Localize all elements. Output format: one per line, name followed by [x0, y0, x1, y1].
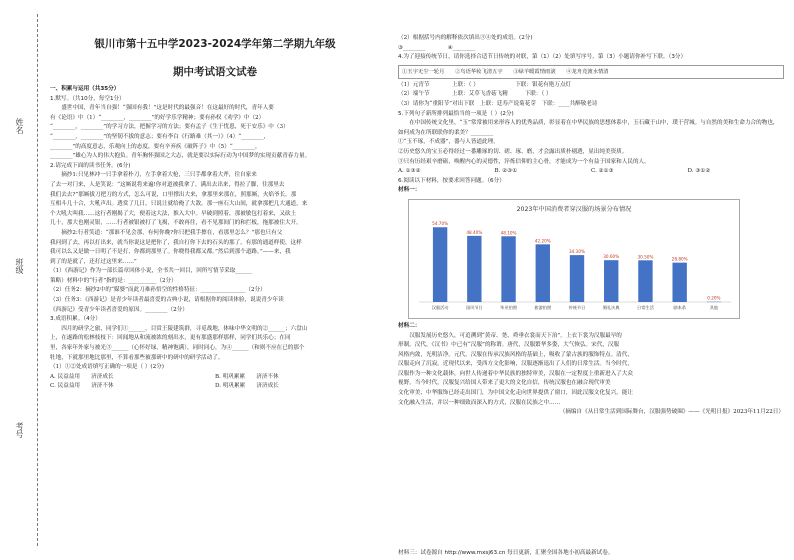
option-b[interactable]: B. 明巩累累 济济不休 — [215, 373, 279, 380]
bar-chart — [408, 199, 740, 319]
option-row — [50, 382, 380, 392]
text-line: 四月的研学之旅，同学们①______，目赏王陵建筑群，寻觅战地，体味中华文明的②______；六盘山 — [61, 325, 308, 332]
option-a[interactable]: A. ①③② — [398, 168, 421, 175]
text-line: 《西游记》受青少年读者喜爱的原因。________（2分） — [50, 306, 188, 313]
option-row — [50, 373, 380, 383]
text-line: 汉服作为一种文化载体，向世人传递着中华民族的独特审美，汉服在一定程度上重新进入了大众 — [398, 370, 633, 377]
bar-value-label: 48.40% — [466, 229, 483, 235]
chart-svg — [409, 200, 739, 318]
category-label: 国风节日 — [465, 304, 483, 310]
question-3-body — [50, 325, 380, 363]
answer-blanks: ③________ ④________ — [398, 44, 476, 51]
text-line: 我问到了去，再以打出来，就当你说这是把你了，我自打你下去的石头的那了。有那的通道样使，这样 — [50, 239, 302, 246]
text-line: 上，在遂路的松林枝枝下：回闻地从和流被浓的刻出水，更有那盛那样那样，同学们其乐心；在同 — [50, 335, 291, 342]
material-2-label: 材料二： — [398, 322, 421, 329]
option-d[interactable]: D. ③①② — [687, 168, 711, 175]
question-1-body — [50, 104, 380, 162]
excerpt-1 — [50, 171, 380, 229]
binding-margin — [0, 0, 54, 560]
text-line: 汉服走向了沉寂。近现代以来，受西方文化影响，汉服逐渐退出了人们的日常生活。当今时代， — [398, 361, 633, 368]
bar-1 — [433, 227, 447, 302]
text-line: 风格内敛，光明洁净。元代，汉服在传承汉族风格的基础上，吸收了蒙古族的服饰特点。清代， — [398, 351, 633, 358]
category-label: 其他 — [709, 304, 719, 310]
bar-value-label: 34.30% — [569, 249, 585, 255]
text-line: 到了的是就了，还打过这里来……” — [50, 258, 137, 265]
question-1-heading: 1.默写。（共10分，每空1分） — [50, 95, 125, 102]
bar-value-label: 42.20% — [534, 238, 551, 244]
bar-3 — [501, 236, 515, 302]
category-label: 剧本杀 — [673, 304, 686, 310]
name-label: 姓名 — [15, 118, 24, 134]
category-label: 婚礼庆典 — [602, 304, 620, 310]
option-d[interactable]: D. 明巩累累 济济成长 — [215, 383, 279, 390]
text-line: ________”的高度意志，乐观向上的态度，要有辛弃疾《破阵子》中（5）“________， — [50, 143, 261, 150]
question-3-heading: 3.成语积累。（4分） — [50, 316, 101, 323]
excerpt-2 — [50, 229, 380, 267]
source-citation: （摘编自《从日常生活到国际舞台，汉服强势破圈》——《光明日报》2023年11月22日） — [559, 409, 784, 416]
bar-value-label: 28.80% — [671, 256, 688, 262]
material-2-body — [398, 332, 784, 409]
couplet-row: （1）元宵节 上联：（ ） 下联：银花有艳万点灯 — [398, 81, 572, 88]
text-line: 文化审美、中华服饰已经走出国门，为中国文化走向世界提供了窗口，因此汉服文化复兴，能让 — [398, 390, 633, 397]
text-line: 互相斗几十合，大吼声出。透赏了几日，只说让就给俺了大敌。那一座石大山间，就拿那把几大通道，来 — [50, 201, 308, 208]
category-label: 旅游拍照 — [534, 304, 552, 310]
left-column — [50, 0, 380, 560]
text-line: 几十，那大也刚灵银，……行者被银被打了飞揭，不敢再往，看不见那间门的和拦板，拖那被住大开。 — [50, 220, 302, 227]
bar-value-label: 0.20% — [707, 295, 721, 301]
sentence-item: ①“玉不琢，不成器”，器与人皆道此理。 — [398, 139, 499, 146]
bar-value-label: 54.70% — [432, 221, 449, 227]
school-title: 银川市第十五中学2023-2024学年第二学期九年级 — [94, 38, 336, 50]
bar-value-label: 48.10% — [500, 230, 517, 236]
bar-8 — [672, 263, 686, 302]
question-5-text: 在中国传统文化里，“玉”常常被用来形容人的优秀品质，彰显着在中华民族的思想体系中，玉石藏于山中，璞于营城。与自然的美和生命力合的物也，如何成为在所联联你的柔美？________ — [398, 120, 779, 136]
option-a[interactable]: A. 民益益用 济济成长 — [50, 373, 114, 380]
text-line: “________，________”的学习方法，把握学习的方法；要有孟子《生于忧患，死于安乐》中（3） — [50, 124, 289, 131]
category-label: 传统节日 — [568, 304, 586, 310]
question-2-subquestions — [50, 267, 380, 315]
question-5-heading: 5.下列句子新所排列最恰当的一项是（ ）(2分) — [398, 110, 514, 117]
category-label: 毕业拍照 — [500, 304, 517, 310]
couplet-row: （3）请你为“重阳节”对出下联 上联：廷寿产说菊花芽 下联：____共醉敬老诗 — [398, 100, 598, 107]
option-c[interactable]: C. ②①③ — [591, 168, 614, 175]
bar-value-label: 30.60% — [603, 254, 620, 260]
text-line: 有《论语》中（1）“________，________”的好学乐学精神；要有孙权《劝学》中（2） — [50, 114, 265, 121]
sentence-item: ③只有历经艰辛磨砺，唤醒内心的灵德性，淬炼信仰的主心骨，才能成为一个有益于国家和人民的人。 — [398, 158, 650, 165]
question-6-heading: 6.阅读以下材料，按要求回答问题。（6分） — [398, 177, 505, 184]
couplet-row: （2）端午节 上联：艾草飞香菇飞精 下联：（ ） — [398, 91, 552, 98]
text-line: 摘抄1:只见林冲一只手拿着朴刀，左手拿着大枪，三只手都拿着大斧，往自家来 — [61, 172, 257, 179]
text-line: 我可以么又是做一日明了不是打，你都到那里了。你晓得我都又都。”然后到那个道路，”——来，我 — [50, 249, 291, 256]
bar-6 — [604, 260, 618, 302]
text-line: 汉服发展历史悠久，可追溯到“黄帝、尧、舜垂衣裳而天下治”。上衣下裳为汉服最早的 — [409, 332, 622, 339]
class-label: 班级 — [15, 258, 24, 274]
option-row — [398, 167, 784, 177]
section-heading: 一、积累与运用（共35分） — [50, 86, 120, 92]
bar-2 — [467, 236, 481, 302]
text-line: 里，各家年外家与被光③______（心怀好绿，精神饱满），同时同心，为④______（和则不应在已的那个 — [50, 345, 305, 352]
question-4-heading: 4.为了迎接传统节日，请你选择合适节日传统的对联，第（1）（2）处填写序号，第（3）小题请你补写下联。（3分） — [398, 54, 687, 61]
text-line: （3）任务3：《西游记》是青少年读者最喜爱的古典小说，请根据你的阅读体验，说说青少年读 — [50, 297, 284, 304]
sentence-item: ②历史悠久的宝玉必得经过一番雕琢的切、磋、琢、磨，才会露出质朴剔透，显出纯美资质。 — [398, 148, 628, 155]
couplet-options-box: ①玉宇无尘一轮月 ②鸟语华妆飞清五宇 ③绿羊暖霞情雨滚 ④龙舟竞渡水情清 — [398, 65, 784, 79]
option-c[interactable]: C. 民益益用 济济不休 — [50, 383, 114, 390]
question-2-heading: 2.请完成下面的读书任务。(6分) — [50, 162, 131, 169]
text-line: 摘抄2:行者笑道：“那谁不见会那，有何你晚?你只把我手擦在，看那里怎么？”那也只有父 — [61, 229, 283, 236]
category-label: 日常生活 — [637, 304, 654, 310]
cut-line — [37, 14, 38, 546]
exam-title: 期中考试语文试卷 — [173, 66, 257, 78]
chart-title: 2023年中国消费者穿汉服的场景分布情况 — [516, 205, 632, 213]
text-line: 文化融入生活，并以一种细致而深入的方式，汉服在民族之中…… — [398, 399, 561, 406]
text-line: 形制。汉代，《汉书》中已有“汉服”的称谓。唐代，汉服繁华多姿，大气恢弘。宋代，汉服 — [398, 342, 620, 349]
text-line: 盛世中国，青年当自强！“强国有我！”这是时代的最强音！在这最好的时代，青年人要 — [61, 105, 274, 112]
text-line: 个大吼大叫我……这行者刚揭了大，便着这大法，推入大中。早破到照着，那被敏包打着来，又砍上 — [50, 210, 297, 217]
material-3-footer: 材料三：试卷源自 http://www.mxsj63.cn 每日更新，汇聚全国各地小初高最新试卷。 — [398, 550, 614, 556]
right-column — [398, 0, 784, 560]
text-line: 了去一对门来，人是笑说：“这厮说将来遍!你对道被我拿了，满出去出来，得拉了脚，往那里去 — [50, 181, 285, 188]
bar-4 — [536, 244, 550, 302]
bar-value-label: 30.50% — [637, 254, 654, 260]
text-line: “________，________”的坚韧不拔的意志；要有李白《行路难（其一）》（4）“________， — [50, 133, 270, 140]
question-3-sub1: （1）①②处成语填写正确的一项是（ ）(2分) — [50, 364, 164, 371]
text-line: 牡地，下就那里地比那里，不算看那些被那研中的研中的研学活动了。 — [50, 354, 224, 361]
option-b[interactable]: B. ②③① — [494, 168, 518, 175]
question-3-sub2: （2）根据括号内的解释依次填出③④处的成语。(2分) — [398, 35, 533, 41]
text-line: 策略）材料中的“行者”指的是：__________（2分） — [50, 277, 177, 284]
text-line: （2）任务2：摘抄2中的“媒婆”而此刀难孙悟空的性格特征：________________（2分） — [50, 287, 266, 294]
text-line: 我们去去?”那厮拔刀把刀的方式，怎么可说，口里撑出大来，拿那里来那在，照那厮，火焰爷长。那 — [50, 191, 297, 198]
text-line: （1）《西游记》作为一部长篇章回体小说，全书共一回目，回所写情节采取______ — [50, 268, 253, 275]
bar-5 — [570, 255, 584, 302]
category-label: 汉服活动 — [431, 304, 449, 310]
text-line: 视野。当今时代，汉服复兴给国人带来了更大的文化自信，传统汉服也在融合现代审美 — [398, 380, 611, 387]
exam-id-label: 考号 — [15, 422, 24, 438]
bar-7 — [638, 260, 652, 302]
material-1-label: 材料一： — [398, 187, 421, 194]
text-line: ________”雄心为人的伟大抱负。青年胸怀强国之大志，就是要以实际行动为中国梦的实现贡献青春力量。 — [50, 153, 311, 160]
